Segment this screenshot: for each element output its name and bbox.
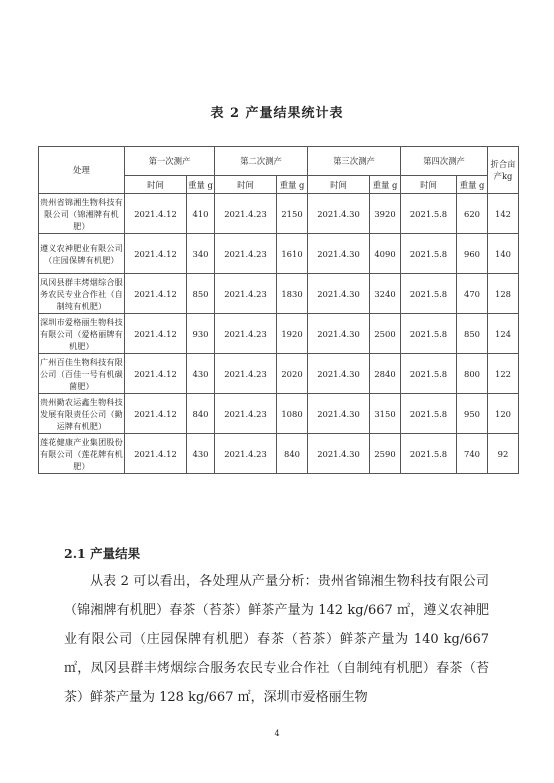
per-mu-yield-cell: 140 <box>488 234 519 274</box>
date-cell: 2021.4.12 <box>125 354 187 394</box>
weight-cell: 410 <box>187 194 215 234</box>
table-row <box>39 434 519 474</box>
weight-cell: 1080 <box>277 394 308 434</box>
date-cell: 2021.4.23 <box>215 394 277 434</box>
table-row <box>39 314 519 354</box>
subheader-weight: 重量 g <box>457 176 488 194</box>
subheader-time: 时间 <box>125 176 187 194</box>
weight-cell: 620 <box>457 194 488 234</box>
subheader-time: 时间 <box>215 176 277 194</box>
weight-cell: 740 <box>457 434 488 474</box>
header-per-mu: 折合亩产kg <box>488 147 519 194</box>
treatment-name-cell: 深圳市爱格丽生物科技有限公司（爱格丽牌有机肥） <box>39 314 125 354</box>
weight-cell: 800 <box>457 354 488 394</box>
weight-cell: 470 <box>457 274 488 314</box>
weight-cell: 340 <box>187 234 215 274</box>
weight-cell: 3920 <box>370 194 401 234</box>
per-mu-yield-cell: 128 <box>488 274 519 314</box>
body-paragraph: 从表 2 可以看出，各处理从产量分析：贵州省锦湘生物科技有限公司（锦湘牌有机肥）春茶（苔茶）鲜茶产量为 142 kg/667 ㎡，遵义农神肥业有限公司（庄园保牌有机肥）春茶（苔茶）鲜茶产量为 140 kg/667 ㎡，凤冈县群丰烤烟综合服务农民专业合作社（自制纯有机肥）春茶（苔茶）鲜茶产量为 128 kg/667 ㎡，深圳市爱格丽生物 <box>64 574 489 705</box>
treatment-name-cell: 莲花健康产业集团股份有限公司（莲花牌有机肥） <box>39 434 125 474</box>
date-cell: 2021.4.30 <box>308 394 370 434</box>
weight-cell: 930 <box>187 314 215 354</box>
subheader-time: 时间 <box>308 176 370 194</box>
yield-results-table <box>38 146 519 474</box>
treatment-name-cell: 遵义农神肥业有限公司（庄园保牌有机肥） <box>39 234 125 274</box>
date-cell: 2021.4.23 <box>215 234 277 274</box>
treatment-name-cell: 凤冈县群丰烤烟综合服务农民专业合作社（自制纯有机肥） <box>39 274 125 314</box>
date-cell: 2021.4.30 <box>308 314 370 354</box>
per-mu-yield-cell: 120 <box>488 394 519 434</box>
weight-cell: 2840 <box>370 354 401 394</box>
weight-cell: 960 <box>457 234 488 274</box>
weight-cell: 2150 <box>277 194 308 234</box>
date-cell: 2021.4.23 <box>215 434 277 474</box>
date-cell: 2021.5.8 <box>401 354 457 394</box>
weight-cell: 430 <box>187 354 215 394</box>
weight-cell: 850 <box>187 274 215 314</box>
date-cell: 2021.4.12 <box>125 234 187 274</box>
per-mu-yield-cell: 142 <box>488 194 519 234</box>
weight-cell: 840 <box>277 434 308 474</box>
weight-cell: 4090 <box>370 234 401 274</box>
table-header-row <box>39 147 519 176</box>
date-cell: 2021.4.30 <box>308 274 370 314</box>
date-cell: 2021.4.23 <box>215 194 277 234</box>
date-cell: 2021.4.12 <box>125 394 187 434</box>
treatment-name-cell: 贵州勤农运鑫生物科技发展有限责任公司（勤运牌有机肥） <box>39 394 125 434</box>
table-row <box>39 394 519 434</box>
subheader-time: 时间 <box>401 176 457 194</box>
date-cell: 2021.5.8 <box>401 314 457 354</box>
table-title: 表 2 产量结果统计表 <box>210 106 344 121</box>
date-cell: 2021.4.30 <box>308 234 370 274</box>
subheader-weight: 重量 g <box>187 176 215 194</box>
date-cell: 2021.4.30 <box>308 434 370 474</box>
table-row <box>39 234 519 274</box>
weight-cell: 840 <box>187 394 215 434</box>
weight-cell: 2590 <box>370 434 401 474</box>
date-cell: 2021.4.30 <box>308 194 370 234</box>
weight-cell: 1610 <box>277 234 308 274</box>
header-round-3: 第三次测产 <box>308 147 401 176</box>
weight-cell: 850 <box>457 314 488 354</box>
per-mu-yield-cell: 92 <box>488 434 519 474</box>
weight-cell: 3150 <box>370 394 401 434</box>
date-cell: 2021.5.8 <box>401 234 457 274</box>
date-cell: 2021.4.12 <box>125 274 187 314</box>
date-cell: 2021.4.23 <box>215 314 277 354</box>
table-row <box>39 194 519 234</box>
date-cell: 2021.4.30 <box>308 354 370 394</box>
weight-cell: 950 <box>457 394 488 434</box>
subheader-weight: 重量 g <box>277 176 308 194</box>
page-number: 4 <box>274 729 280 738</box>
header-round-1: 第一次测产 <box>125 147 215 176</box>
table-row <box>39 274 519 314</box>
date-cell: 2021.5.8 <box>401 194 457 234</box>
treatment-name-cell: 贵州省锦湘生物科技有限公司（锦湘牌有机肥） <box>39 194 125 234</box>
date-cell: 2021.5.8 <box>401 274 457 314</box>
section-heading: 2.1 产量结果 <box>64 546 141 561</box>
weight-cell: 430 <box>187 434 215 474</box>
date-cell: 2021.4.12 <box>125 194 187 234</box>
weight-cell: 1920 <box>277 314 308 354</box>
header-round-2: 第二次测产 <box>215 147 308 176</box>
weight-cell: 2020 <box>277 354 308 394</box>
weight-cell: 1830 <box>277 274 308 314</box>
date-cell: 2021.4.23 <box>215 274 277 314</box>
header-treatment: 处理 <box>39 147 125 194</box>
date-cell: 2021.4.12 <box>125 434 187 474</box>
date-cell: 2021.4.23 <box>215 354 277 394</box>
table-row <box>39 354 519 394</box>
per-mu-yield-cell: 122 <box>488 354 519 394</box>
date-cell: 2021.5.8 <box>401 394 457 434</box>
weight-cell: 2500 <box>370 314 401 354</box>
treatment-name-cell: 广州百佳生物科技有限公司（百佳一号有机碳菌肥） <box>39 354 125 394</box>
weight-cell: 3240 <box>370 274 401 314</box>
per-mu-yield-cell: 124 <box>488 314 519 354</box>
header-round-4: 第四次测产 <box>401 147 488 176</box>
date-cell: 2021.5.8 <box>401 434 457 474</box>
date-cell: 2021.4.12 <box>125 314 187 354</box>
subheader-weight: 重量 g <box>370 176 401 194</box>
